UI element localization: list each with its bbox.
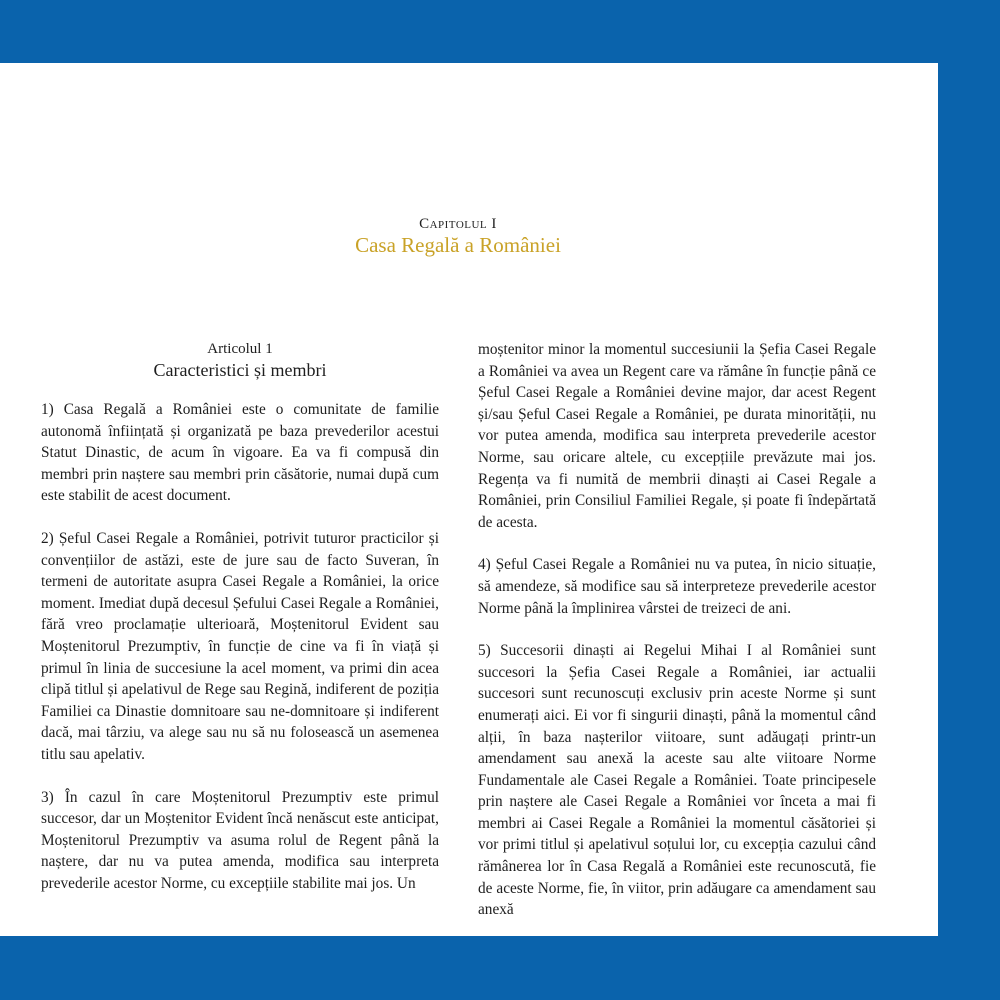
article-title: Caracteristici și membri (153, 360, 327, 380)
right-column (478, 339, 876, 942)
paragraph-2: 2) Șeful Casei Regale a României, potrivit tuturor practicilor și convențiilor de astăzi, este de jure sau de facto Suveran, în termeni de autoritate asupra Casei Regale a României, la orice moment. Imediat după decesul Șefului Casei Regale a României, fără vreo proclamație ulterioară, Moștenitorul Evident sau Moștenitorul Prezumptiv, în funcție de cine va fi în viață și primul în linia de succesiune la acel moment, va primi din acea clipă titlul și apelativul de Rege sau Regină, indiferent de poziția Familiei ca Dinastie domnitoare sau ne-domnitoare și indiferent dacă, mai târziu, va alege sau nu să nu folosească un asemenea titlu sau apelativ. (41, 529, 439, 763)
paragraph-1: 1) Casa Regală a României este o comunitate de familie autonomă înființată și organizată pe baza prevederilor acestui Statut Dinastic, de acum în vigoare. Ea va fi compusă din membri prin naștere sau membri prin căsătorie, numai după cum este stabilit de acest document. (41, 401, 439, 505)
chapter-title: Casa Regală a României (355, 233, 561, 257)
chapter-label: Capitolul I (419, 216, 497, 232)
paragraph-3: 3) În cazul în care Moștenitorul Prezumptiv este primul succesor, dar un Moștenitor Evident încă nenăscut este anticipat, Moștenitorul Prezumptiv va asuma rolul de Regent până la naștere, dar nu va putea amenda, modifica sau interpreta prevederile acestor Norme, cu excepțiile stabilite mai jos. Un (41, 788, 439, 892)
document-page (0, 63, 938, 936)
article-label: Articolul 1 (207, 341, 273, 357)
paragraph-continued: moștenitor minor la momentul succesiunii la Șefia Casei Regale a României va avea un Regent care va rămâne în funcție până ce Șeful Casei Regale a României devine major, dar acest Regent și/sau Șeful Casei Regale a României, pe durata minorității, nu vor putea amenda, modifica sau interpreta prevederile acestor Norme, sau oricare altele, cu excepțiile prevăzute mai jos. Regența va fi numită de membrii dinaști ai Casei Regale a României, prin Consiliul Familiei Regale, și poate fi îndepărtată de acesta. (478, 341, 876, 531)
paragraph-4: 4) Șeful Casei Regale a României nu va putea, în nicio situație, să amendeze, să modifice sau să interpreteze prevederile acestor Norme până la împlinirea vârstei de treizeci de ani. (478, 556, 876, 617)
paragraph-5: 5) Succesorii dinaști ai Regelui Mihai I al României sunt succesori la Șefia Casei Regale a României, iar actualii succesori sunt recunoscuți exclusiv prin aceste Norme și sunt enumerați aici. Ei vor fi singurii dinaști, până la momentul când alții, în baza nașterilor viitoare, sunt adăugați printr-un amendament sau anexă la aceste sau alte viitoare Norme Fundamentale ale Casei Regale a României. Toate principesele prin naștere ale Casei Regale a României vor înceta a mai fi membri ai Casei Regale a României la momentul căsătoriei și vor primi titlul și apelativul soțului lor, cu excepția cazului când rămânerea lor în Casa Regală a României este recunoscută, fie de aceste Norme, fie, în viitor, prin adăugare ca amendament sau anexă (478, 642, 876, 919)
left-column (41, 339, 439, 915)
chapter-header (0, 215, 916, 257)
article-header (41, 339, 439, 381)
